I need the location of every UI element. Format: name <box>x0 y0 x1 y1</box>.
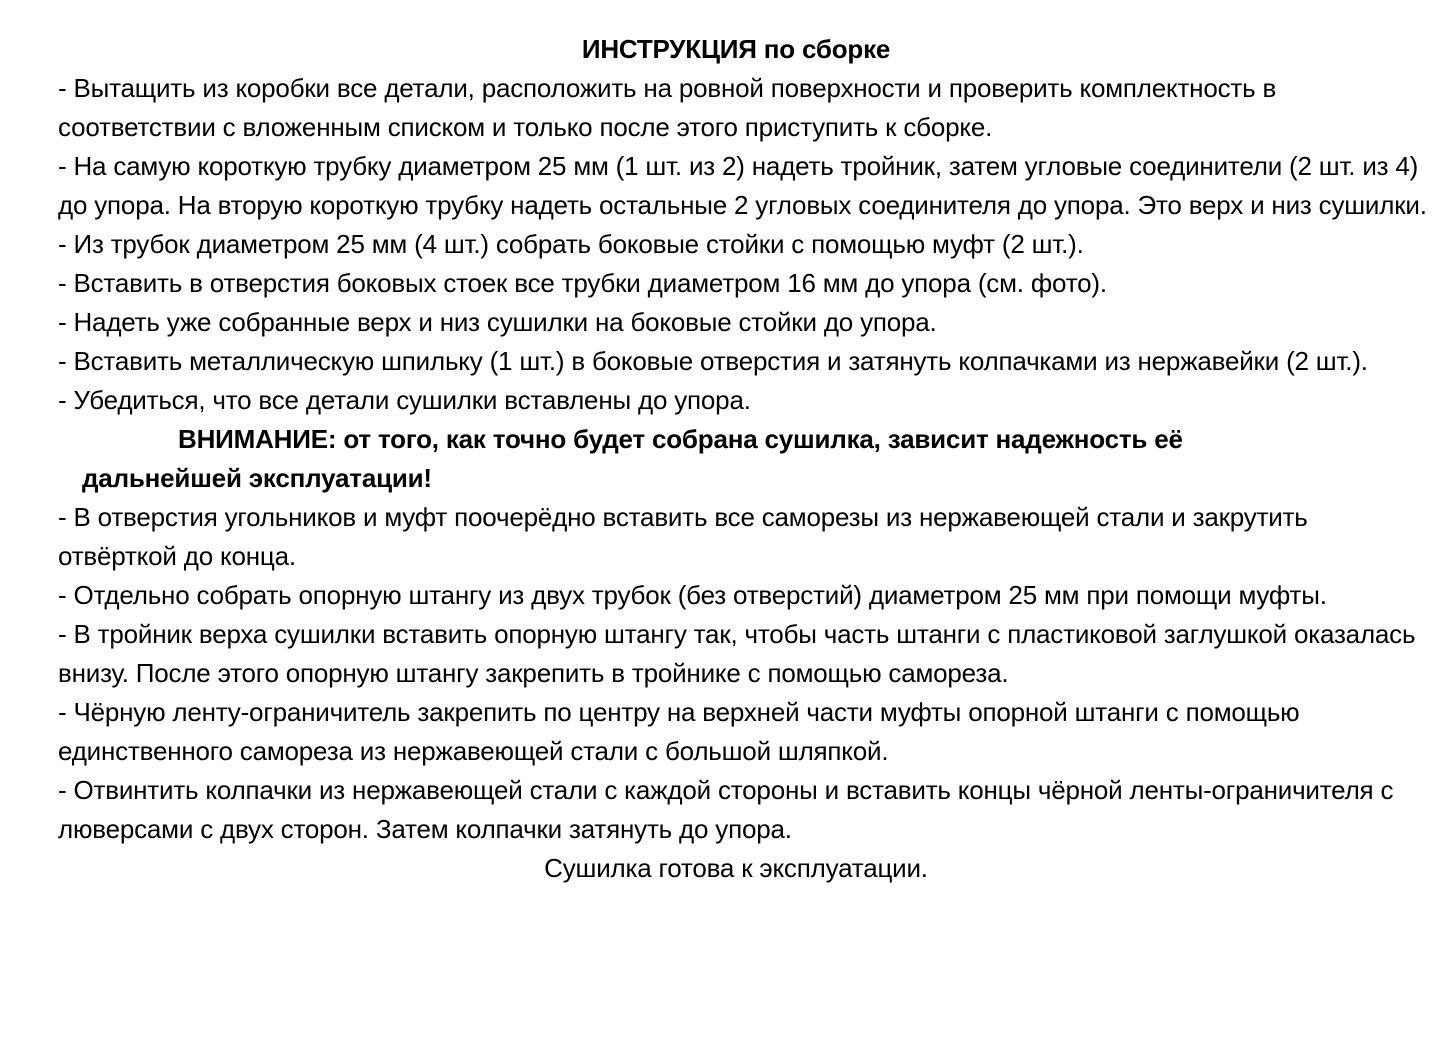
instruction-document <box>58 30 1428 888</box>
step-support-bar: - Отдельно собрать опорную штангу из двух трубок (без отверстий) диаметром 25 мм при помощи муфты. <box>58 580 1327 610</box>
step-side-posts: - Из трубок диаметром 25 мм (4 шт.) собрать боковые стойки с помощью муфт (2 шт.). <box>58 229 1084 259</box>
step-limiter-tape: - Чёрную ленту-ограничитель закрепить по центру на верхней части муфты опорной штанги с помощью единственного самореза из нержавеющей стали с большой шляпкой. <box>58 697 1300 766</box>
step-insert-support-bar: - В тройник верха сушилки вставить опорную штангу так, чтобы часть штанги с пластиковой заглушкой оказалась внизу. После этого опорную штангу закрепить в тройнике с помощью самореза. <box>58 619 1416 688</box>
step-top-bottom-assembly: - На самую короткую трубку диаметром 25 мм (1 шт. из 2) надеть тройник, затем угловые соединители (2 шт. из 4) до упора. На вторую короткую трубку надеть остальные 2 угловых соединителя до упора. Это верх и низ сушилки. <box>58 151 1427 220</box>
step-tape-ends: - Отвинтить колпачки из нержавеющей стали с каждой стороны и вставить концы чёрной ленты-ограничителя с люверсами с двух сторон. Затем колпачки затянуть до упора. <box>58 775 1394 844</box>
step-metal-pin: - Вставить металлическую шпильку (1 шт.) в боковые отверстия и затянуть колпачками из нержавейки (2 шт.). <box>58 346 1368 376</box>
document-title: ИНСТРУКЦИЯ по сборке <box>581 34 891 64</box>
step-unpack: - Вытащить из коробки все детали, расположить на ровной поверхности и проверить комплектность в соответствии с вложенным списком и только после этого приступить к сборке. <box>58 73 1277 142</box>
step-screws: - В отверстия угольников и муфт поочерёдно вставить все саморезы из нержавеющей стали и закрутить отвёрткой до конца. <box>58 502 1308 571</box>
warning-line-1: ВНИМАНИЕ: от того, как точно будет собрана сушилка, зависит надежность её <box>178 424 1183 454</box>
warning-note <box>58 420 1428 498</box>
warning-line-2: дальнейшей эксплуатации! <box>82 463 432 493</box>
step-insert-tubes: - Вставить в отверстия боковых стоек все трубки диаметром 16 мм до упора (см. фото). <box>58 268 1107 298</box>
step-check-parts: - Убедиться, что все детали сушилки вставлены до упора. <box>58 385 751 415</box>
step-mount-top-bottom: - Надеть уже собранные верх и низ сушилки на боковые стойки до упора. <box>58 307 937 337</box>
final-line: Сушилка готова к эксплуатации. <box>544 853 928 883</box>
